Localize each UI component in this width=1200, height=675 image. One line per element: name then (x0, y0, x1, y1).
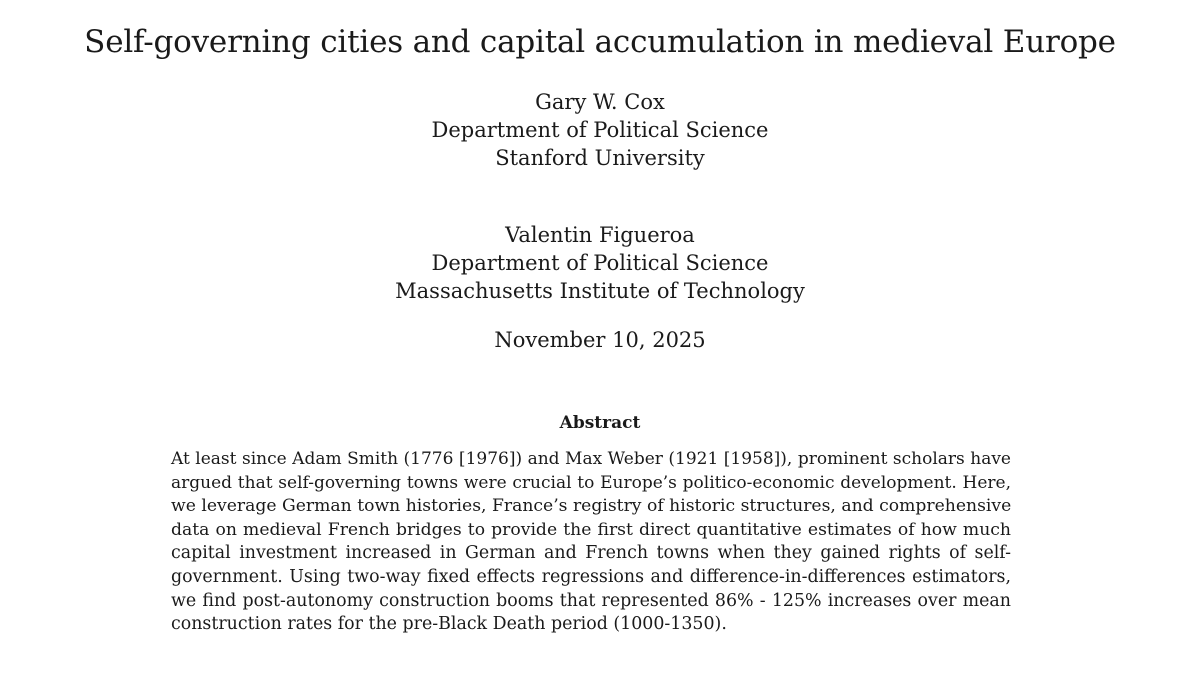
author-institution: Massachusetts Institute of Technology (395, 279, 805, 303)
paper-title: Self-governing cities and capital accumulation in medieval Europe (84, 24, 1116, 60)
paper-date: November 10, 2025 (494, 328, 706, 352)
author-department: Department of Political Science (431, 118, 769, 142)
abstract-heading: Abstract (559, 413, 641, 433)
abstract-line: construction rates for the pre-Black Death period (1000-1350). (171, 614, 727, 635)
abstract-line: data on medieval French bridges to provide the first direct quantitative estimates of how much (171, 519, 1011, 540)
abstract-line: we leverage German town histories, France’s registry of historic structures, and comprehensive (171, 496, 1012, 517)
author-block-1 (0, 88, 1200, 172)
abstract-line: argued that self-governing towns were crucial to Europe’s politico-economic development. Here, (171, 472, 1011, 493)
abstract-body (171, 448, 1011, 637)
author-department: Department of Political Science (431, 251, 769, 275)
author-name: Gary W. Cox (535, 90, 665, 114)
author-name: Valentin Figueroa (505, 223, 695, 247)
author-block-2 (0, 221, 1200, 305)
abstract-line: government. Using two-way fixed effects regressions and difference-in-differences estimators, (171, 566, 1011, 587)
abstract-line: capital investment increased in German and French towns when they gained rights of self- (171, 543, 1011, 564)
abstract-line: we find post-autonomy construction booms that represented 86% - 125% increases over mean (171, 590, 1011, 611)
abstract-line: At least since Adam Smith (1776 [1976]) and Max Weber (1921 [1958]), prominent scholars have (171, 449, 1011, 469)
author-institution: Stanford University (495, 146, 705, 170)
